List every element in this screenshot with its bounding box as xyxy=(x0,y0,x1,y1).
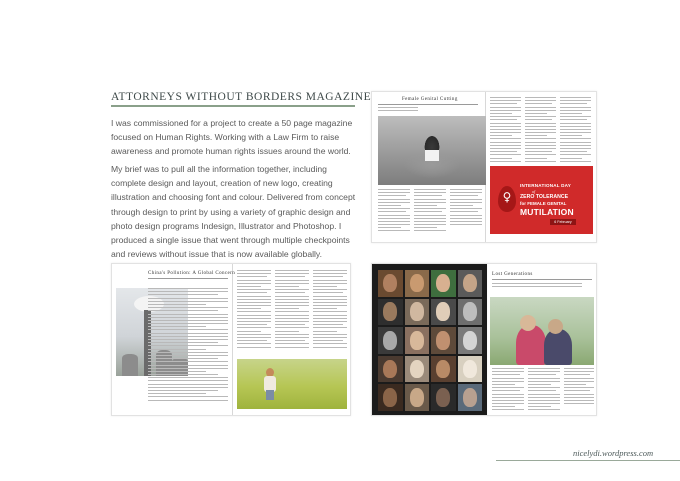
banner-line-1: INTERNATIONAL DAY xyxy=(520,183,572,188)
date-badge: 6 February xyxy=(550,219,576,225)
heading-rule xyxy=(378,104,478,105)
portrait xyxy=(378,327,403,354)
portrait xyxy=(458,299,483,326)
byline-text xyxy=(378,107,418,113)
spread-lost-generations[interactable] xyxy=(371,263,597,416)
body-column-4 xyxy=(490,97,521,164)
heading-rule xyxy=(148,278,228,279)
portrait xyxy=(378,270,403,297)
zero-tolerance-banner xyxy=(490,166,593,234)
portrait xyxy=(458,384,483,411)
body-column-3 xyxy=(450,189,482,227)
title-divider xyxy=(111,105,355,107)
portrait xyxy=(405,384,430,411)
body-column-3 xyxy=(564,368,594,406)
banner-line-4b: FEMALE GENITAL xyxy=(527,201,567,206)
banner-line-3: ZERO TOLERANCE xyxy=(520,194,569,200)
child-in-field-photo xyxy=(237,359,347,409)
intro-paragraph: I was commissioned for a project to create a 50 page magazine focused on Human Rights. Working with a Law Firm to raise awareness and promote human rights issues around the world. xyxy=(111,118,353,157)
body-column-1 xyxy=(237,270,271,350)
spread-female-genital-cutting[interactable] xyxy=(371,91,597,243)
girl-holding-sign-photo xyxy=(378,116,486,185)
cooling-tower xyxy=(122,354,138,376)
portrait xyxy=(458,270,483,297)
banner-line-4a: for xyxy=(520,201,526,206)
spread-heading: Lost Generations xyxy=(492,272,533,277)
website-credit[interactable]: nicelydi.wordpress.com xyxy=(573,448,654,458)
body-column-2 xyxy=(275,270,309,350)
body-column-2 xyxy=(414,189,446,234)
portrait xyxy=(458,327,483,354)
portrait xyxy=(458,356,483,383)
portrait xyxy=(431,356,456,383)
person-right xyxy=(544,329,572,365)
banner-line-4 xyxy=(520,201,566,206)
person-left xyxy=(516,325,546,365)
heading-rule xyxy=(492,279,592,280)
portrait xyxy=(431,270,456,297)
body-column-3 xyxy=(313,270,347,350)
portrait xyxy=(431,327,456,354)
elderly-couple-photo xyxy=(490,297,594,365)
body-column-1 xyxy=(492,368,524,413)
banner-line-5: MUTILATION xyxy=(520,207,574,217)
body-column-1 xyxy=(378,189,410,234)
banner-line-2: of xyxy=(532,189,536,194)
intro-text xyxy=(148,288,228,403)
portrait xyxy=(431,384,456,411)
elderly-portrait-grid xyxy=(375,267,485,414)
page-title: ATTORNEYS WITHOUT BORDERS MAGAZINE xyxy=(111,91,372,103)
female-symbol-icon: ♀ xyxy=(502,190,512,204)
portrait xyxy=(378,356,403,383)
brief-paragraph: My brief was to pull all the information together, including complete design and layout, creation of new logo, creating illustration and choosing font and colour. Delivered from concept through design to print by using a variety of graphic design and photo design programs Indesign, Illustrator and Photoshop. I produced a single issue that went through multiple checkpoints and reviews without issue that is now available globally. xyxy=(111,164,356,260)
child-figure xyxy=(263,368,277,400)
portrait xyxy=(378,299,403,326)
body-column-6 xyxy=(560,97,591,164)
spread-heading: Female Genital Cutting xyxy=(402,97,458,102)
portrait xyxy=(405,356,430,383)
spread-china-pollution[interactable] xyxy=(111,263,351,416)
portrait xyxy=(405,270,430,297)
body-column-2 xyxy=(528,368,560,413)
person-right-head xyxy=(548,319,563,334)
portrait xyxy=(378,384,403,411)
body-column-5 xyxy=(525,97,556,164)
byline-text xyxy=(492,283,582,289)
spread-heading: China's Pollution: A Global Concern xyxy=(148,271,236,276)
protest-sign xyxy=(425,150,439,161)
portrait xyxy=(405,299,430,326)
portrait xyxy=(431,299,456,326)
spread-gutter xyxy=(232,264,233,415)
person-left-head xyxy=(520,315,536,331)
portrait xyxy=(405,327,430,354)
credit-underline xyxy=(496,460,680,461)
